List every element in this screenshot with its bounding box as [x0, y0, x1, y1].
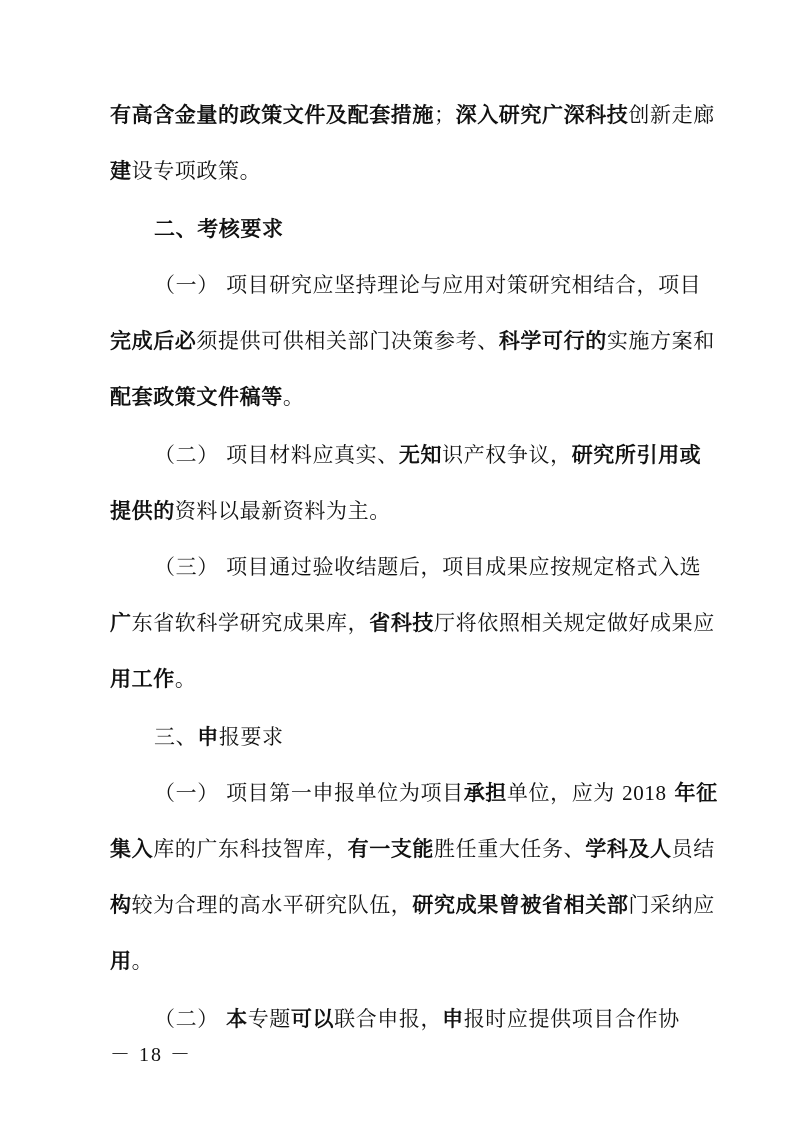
- text-run: 设专项政策。: [131, 159, 262, 183]
- text-run: 2018: [622, 781, 667, 805]
- text-run: 可以: [290, 1007, 335, 1031]
- text-run: 厅将依照相关规定做好成果应: [434, 611, 715, 635]
- paragraph-line: [154, 722, 720, 752]
- text-run: 承担: [463, 781, 507, 805]
- paragraph-line: [110, 890, 720, 920]
- paragraph-line: [110, 834, 720, 864]
- text-run: 创新走廊: [628, 103, 715, 127]
- text-run: 报要求: [218, 725, 284, 749]
- text-run: 配套政策文件稿等: [110, 385, 283, 409]
- text-run: 胜任重大任务、: [434, 837, 586, 861]
- text-run: 无知: [398, 443, 443, 467]
- text-run: 集入: [110, 837, 154, 861]
- text-run: 提供的: [110, 499, 175, 523]
- text-run: 。: [282, 385, 305, 409]
- text-run: 研究所引用或: [571, 443, 702, 467]
- text-run: ；: [434, 103, 456, 127]
- paragraph-line: [110, 382, 720, 412]
- paragraph-line: [110, 664, 720, 694]
- text-run: 省科技: [369, 611, 435, 635]
- text-run: （二）: [154, 1007, 227, 1031]
- text-run: 研究成果曾被省相关部: [412, 893, 629, 917]
- paragraph-line: [154, 270, 720, 300]
- text-run: 实施方案和: [606, 329, 715, 353]
- paragraph-line: [154, 1004, 720, 1034]
- text-run: 用工作: [110, 667, 175, 691]
- text-run: 专题: [247, 1007, 291, 1031]
- text-run: 联合申报，: [334, 1007, 443, 1031]
- text-run: 库的广东科技智库，: [153, 837, 348, 861]
- text-run: 二、考核要求: [154, 217, 284, 241]
- text-run: 深入研究广深科技: [455, 103, 629, 127]
- text-run: 建: [110, 159, 132, 183]
- text-run: 有一支能: [347, 837, 435, 861]
- text-run: 识产权争议，: [442, 443, 572, 467]
- text-run: 单位，应为: [506, 781, 623, 805]
- paragraph-line: [110, 326, 720, 356]
- text-run: （二） 项目材料应真实、: [154, 443, 399, 467]
- paragraph-line: [110, 156, 720, 186]
- text-run: 门采纳应: [628, 893, 715, 917]
- text-run: 报时应提供项目合作协: [463, 1007, 680, 1031]
- text-run: 申: [197, 725, 219, 749]
- text-run: （三） 项目通过验收结题后，项目成果应按规定格式入选: [154, 555, 702, 579]
- paragraph-line: [110, 608, 720, 638]
- paragraph-line: [154, 440, 720, 470]
- text-run: 有高含金量的政策文件及配套措施: [110, 103, 434, 127]
- text-run: 构: [110, 893, 132, 917]
- paragraph-line: [110, 496, 720, 526]
- text-run: 本: [226, 1007, 248, 1031]
- text-run: 员结: [671, 837, 715, 861]
- paragraph-line: [110, 946, 720, 976]
- text-run: 三、: [154, 725, 198, 749]
- text-run: 。: [131, 949, 154, 973]
- text-run: 东省软科学研究成果库，: [131, 611, 370, 635]
- text-run: 申: [442, 1007, 464, 1031]
- text-run: （一） 项目第一申报单位为项目: [154, 781, 464, 805]
- text-run: 须提供可供相关部门决策参考、: [196, 329, 499, 353]
- text-run: 广: [110, 611, 132, 635]
- text-run: 较为合理的高水平研究队伍，: [131, 893, 413, 917]
- text-run: 用: [110, 949, 132, 973]
- text-run: 年征: [666, 781, 718, 805]
- text-run: 资料以最新资料为主。: [174, 499, 391, 523]
- paragraph-line: [154, 552, 720, 582]
- text-run: 。: [174, 667, 197, 691]
- paragraph-line: [154, 214, 720, 244]
- text-run: 学科及人: [585, 837, 672, 861]
- text-run: （一） 项目研究应坚持理论与应用对策研究相结合，项目: [154, 273, 702, 297]
- paragraph-line: [110, 100, 720, 130]
- paragraph-line: [154, 778, 720, 808]
- text-run: 科学可行的: [498, 329, 607, 353]
- text-run: 完成后必: [110, 329, 197, 353]
- page-number: － 18 －: [110, 1044, 192, 1066]
